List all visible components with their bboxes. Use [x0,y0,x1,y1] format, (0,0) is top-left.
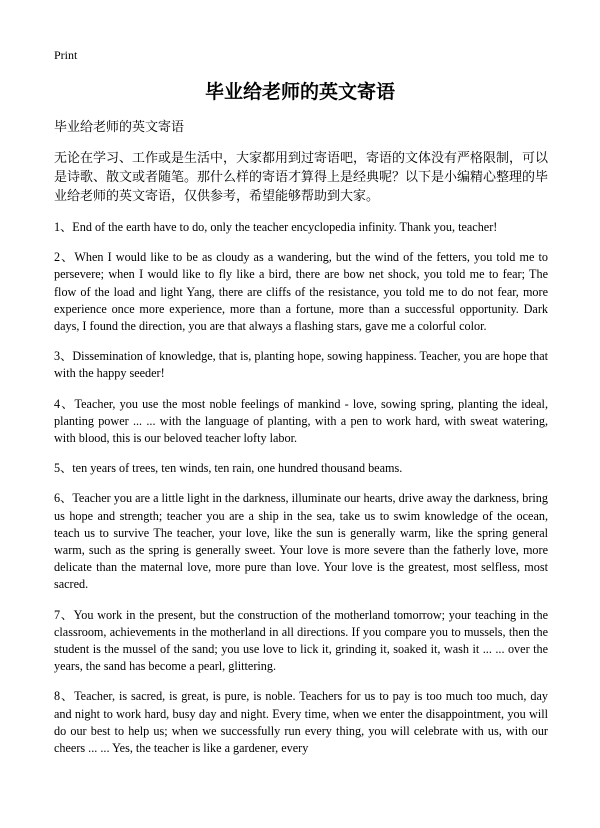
document-title: 毕业给老师的英文寄语 [204,81,395,103]
quote-item-5: 5、ten years of trees, ten winds, ten rain, one hundred thousand beams. [54,461,403,476]
quote-item-3: 3、Dissemination of knowledge, that is, planting hope, sowing happiness. Teacher, you are hope that with the happy seeder! [54,349,548,381]
quote-list [54,219,548,770]
document-subtitle: 毕业给老师的英文寄语 [54,120,185,135]
print-label: Print [54,48,78,62]
quote-item-8: 8、Teacher, is sacred, is great, is pure, is noble. Teachers for us to pay is too much too much, day and night to work hard, busy day and night. Every time, when we enter the disappointment, you will do our best to help us; when we successfully run every thing, you will celebrate with us, with our cheers ... ... Yes, the teacher is like a gardener, every [54,689,548,756]
quote-item-1: 1、End of the earth have to do, only the teacher encyclopedia infinity. Thank you, teacher! [54,220,498,234]
intro-paragraph: 无论在学习、工作或是生活中，大家都用到过寄语吧，寄语的文体没有严格限制，可以是诗歌、散文或者随笔。那什么样的寄语才算得上是经典呢？以下是小编精心整理的毕业给老师的英文寄语，仅供参考，希望能够帮助到大家。 [54,151,549,204]
quote-item-6: 6、Teacher you are a little light in the darkness, illuminate our hearts, drive away the darkness, bring us hope and strength; teacher you are a ship in the sea, take us to swim knowledge of the ocean, teach us to survive The teacher, your love, like the sun is generally warm, like the spring general warm, such as the spring is generally sweet. Your love is more severe than the fatherly love, more delicate than the maternal love, more pure than love. Your love is the greatest, most selfless, most sacred. [54,491,548,592]
quote-item-7: 7、You work in the present, but the construction of the motherland tomorrow; your teaching in the classroom, achievements in the motherland in all directions. If you compare you to mussels, then the student is the mussel of the sand; you use love to lick it, grinding it, soaked it, wash it ... ... over the years, the sand has become a pearl, glittering. [54,607,548,674]
quote-item-4: 4、Teacher, you use the most noble feelings of mankind - love, sowing spring, planting the ideal, planting power ... ... with the language of planting, with a pen to work hard, with sweat watering, with blood, this is our beloved teacher lofty labor. [54,396,548,446]
quote-item-2: 2、When I would like to be as cloudy as a wandering, but the wind of the fetters, you told me to persevere; when I would like to fly like a bird, there are bow net shock, you told me to fear; The flow of the load and light Yang, there are cliffs of the resistance, you told me to do not fear, more experience once more experience, more than a fortune, more than a successful opportunity. Dark days, I found the direction, you are that always a flashing stars, gave me a colorful color. [54,250,548,334]
